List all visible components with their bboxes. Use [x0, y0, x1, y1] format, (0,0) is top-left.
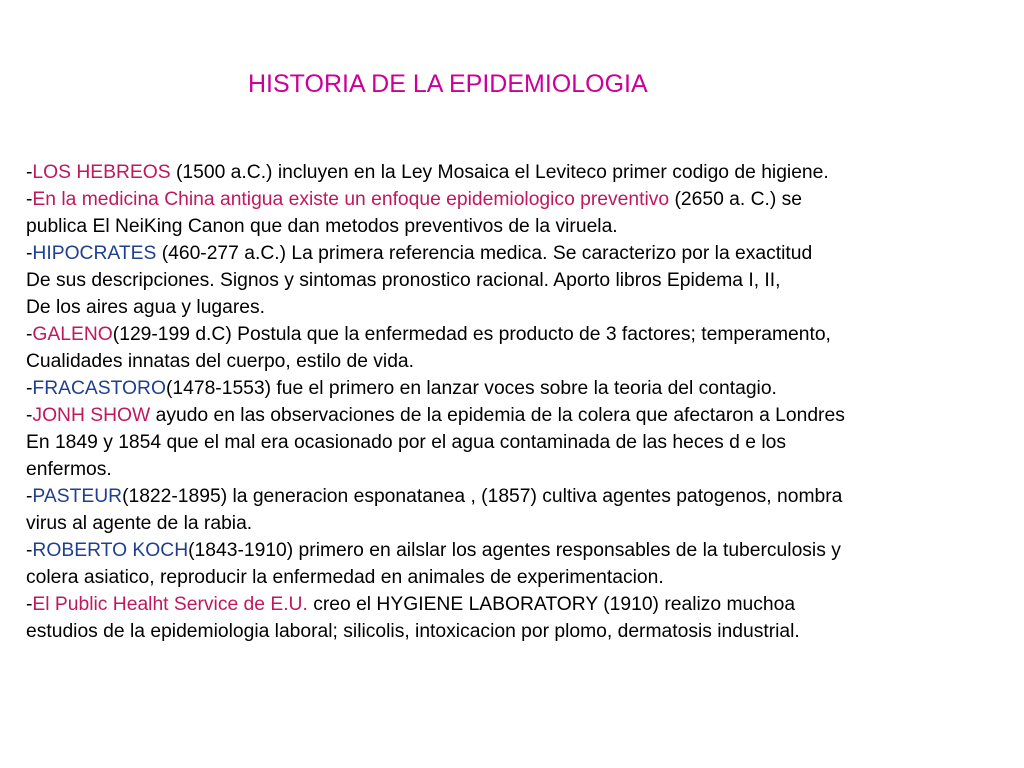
slide-body: [26, 159, 1016, 645]
text-line: -JONH SHOW ayudo en las observaciones de la epidemia de la colera que afectaron a Londres: [26, 405, 845, 426]
text-line: -FRACASTORO(1478-1553) fue el primero en lanzar voces sobre la teoria del contagio.: [26, 378, 777, 399]
text-line: -El Public Healht Service de E.U. creo el HYGIENE LABORATORY (1910) realizo muchoa: [26, 594, 796, 615]
text-line: estudios de la epidemiologia laboral; silicolis, intoxicacion por plomo, dermatosis industrial.: [26, 621, 800, 642]
highlight-text: ROBERTO KOCH: [32, 540, 189, 561]
highlight-text: LOS HEBREOS: [32, 162, 171, 183]
text-line: -ROBERTO KOCH(1843-1910) primero en ailslar los agentes responsables de la tuberculosis y: [26, 540, 841, 561]
highlight-text: HIPOCRATES: [32, 243, 157, 264]
text-line: En 1849 y 1854 que el mal era ocasionado por el agua contaminada de las heces d e los: [26, 432, 786, 453]
highlight-text: FRACASTORO: [32, 378, 166, 399]
text-line: enfermos.: [26, 459, 112, 480]
text-line: -LOS HEBREOS (1500 a.C.) incluyen en la Ley Mosaica el Leviteco primer codigo de higiene.: [26, 162, 829, 183]
highlight-text: En la medicina China antigua existe un enfoque epidemiologico preventivo: [32, 189, 670, 210]
text-line: -GALENO(129-199 d.C) Postula que la enfermedad es producto de 3 factores; temperamento,: [26, 324, 831, 345]
highlight-text: GALENO: [32, 324, 113, 345]
highlight-text: JONH SHOW: [32, 405, 151, 426]
text-line: -PASTEUR(1822-1895) la generacion esponatanea , (1857) cultiva agentes patogenos, nombra: [26, 486, 843, 507]
text-line: Cualidades innatas del cuerpo, estilo de vida.: [26, 351, 415, 372]
text-line: -En la medicina China antigua existe un enfoque epidemiologico preventivo (2650 a. C.) se: [26, 189, 803, 210]
text-line: De los aires agua y lugares.: [26, 297, 266, 318]
text-line: virus al agente de la rabia.: [26, 513, 253, 534]
highlight-text: El Public Healht Service de E.U.: [32, 594, 308, 615]
slide-title: HISTORIA DE LA EPIDEMIOLOGIA: [248, 70, 648, 98]
text-line: De sus descripciones. Signos y sintomas pronostico racional. Aporto libros Epidema I, II,: [26, 270, 781, 291]
highlight-text: PASTEUR: [32, 486, 123, 507]
text-line: publica El NeiKing Canon que dan metodos preventivos de la viruela.: [26, 216, 618, 237]
text-line: -HIPOCRATES (460-277 a.C.) La primera referencia medica. Se caracterizo por la exactitud: [26, 243, 813, 264]
text-line: colera asiatico, reproducir la enfermedad en animales de experimentacion.: [26, 567, 664, 588]
